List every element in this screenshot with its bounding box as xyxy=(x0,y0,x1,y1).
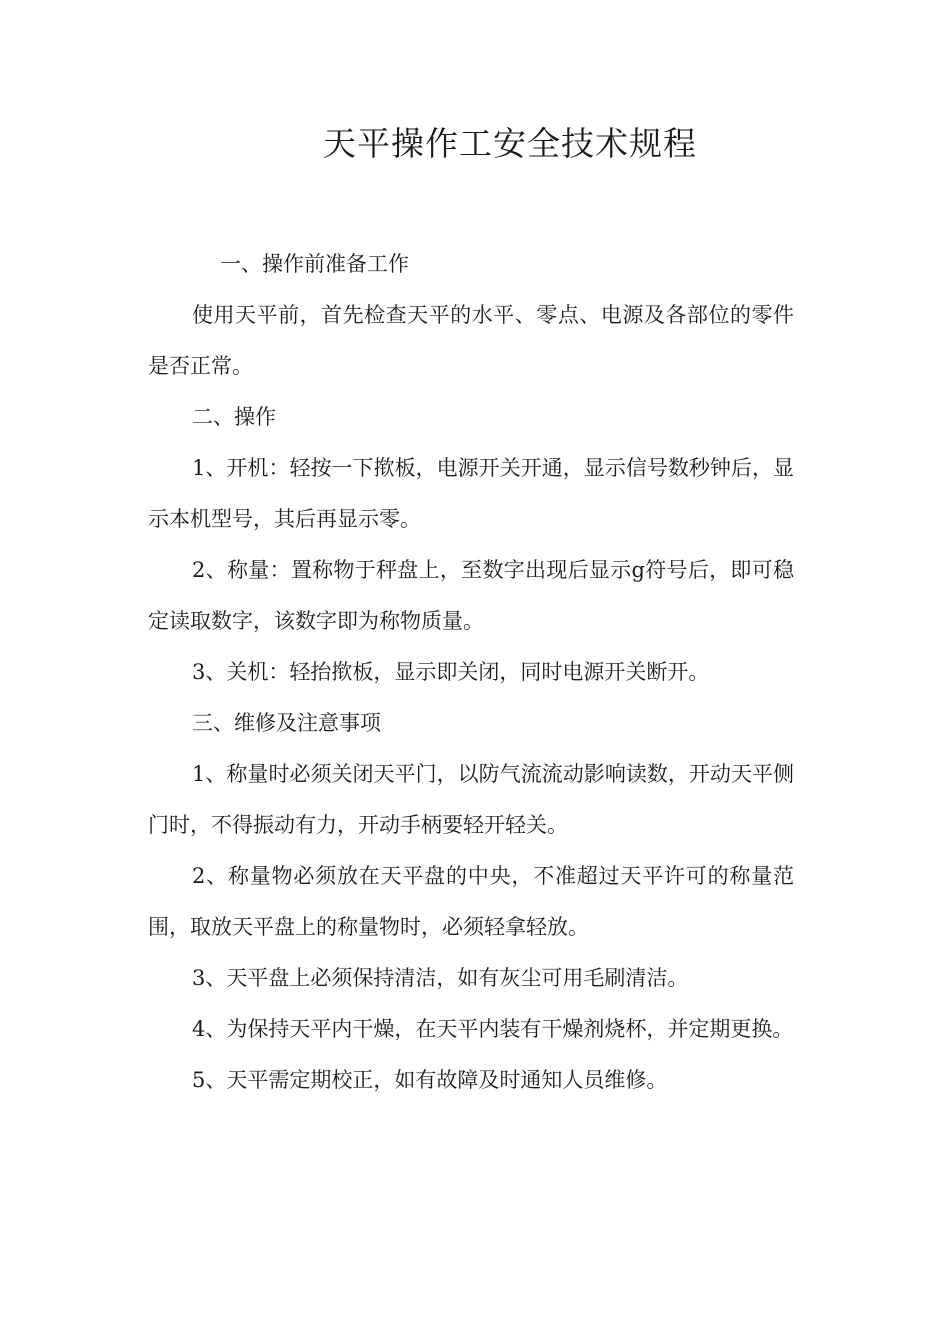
paragraph-note-2: 2、称量物必须放在天平盘的中央，不准超过天平许可的称量范围，取放天平盘上的称量物时，必须轻拿轻放。 xyxy=(148,864,794,939)
section-heading-3: 三、维修及注意事项 xyxy=(192,711,381,735)
section-heading-2: 二、操作 xyxy=(192,405,276,429)
section-heading-1: 一、操作前准备工作 xyxy=(220,252,409,276)
paragraph-note-3: 3、天平盘上必须保持清洁，如有灰尘可用毛刷清洁。 xyxy=(192,966,689,990)
paragraph-note-1: 1、称量时必须关闭天平门，以防气流流动影响读数，开动天平侧门时，不得振动有力，开动手柄要轻开轻关。 xyxy=(148,762,794,837)
paragraph-note-4: 4、为保持天平内干燥，在天平内装有干燥剂烧杯，并定期更换。 xyxy=(192,1017,794,1041)
page-title: 天平操作工安全技术规程 xyxy=(323,124,697,163)
paragraph-weighing: 2、称量：置称物于秤盘上，至数字出现后显示g符号后，即可稳定读取数字，该数字即为称物质量。 xyxy=(148,558,794,633)
paragraph-power-on: 1、开机：轻按一下揿板，电源开关开通，显示信号数秒钟后，显示本机型号，其后再显示零。 xyxy=(148,456,794,531)
paragraph-note-5: 5、天平需定期校正，如有故障及时通知人员维修。 xyxy=(192,1068,668,1092)
paragraph-power-off: 3、关机：轻抬揿板，显示即关闭，同时电源开关断开。 xyxy=(192,660,710,684)
paragraph-prepare: 使用天平前，首先检查天平的水平、零点、电源及各部位的零件是否正常。 xyxy=(148,303,794,378)
document-body xyxy=(148,239,794,1106)
